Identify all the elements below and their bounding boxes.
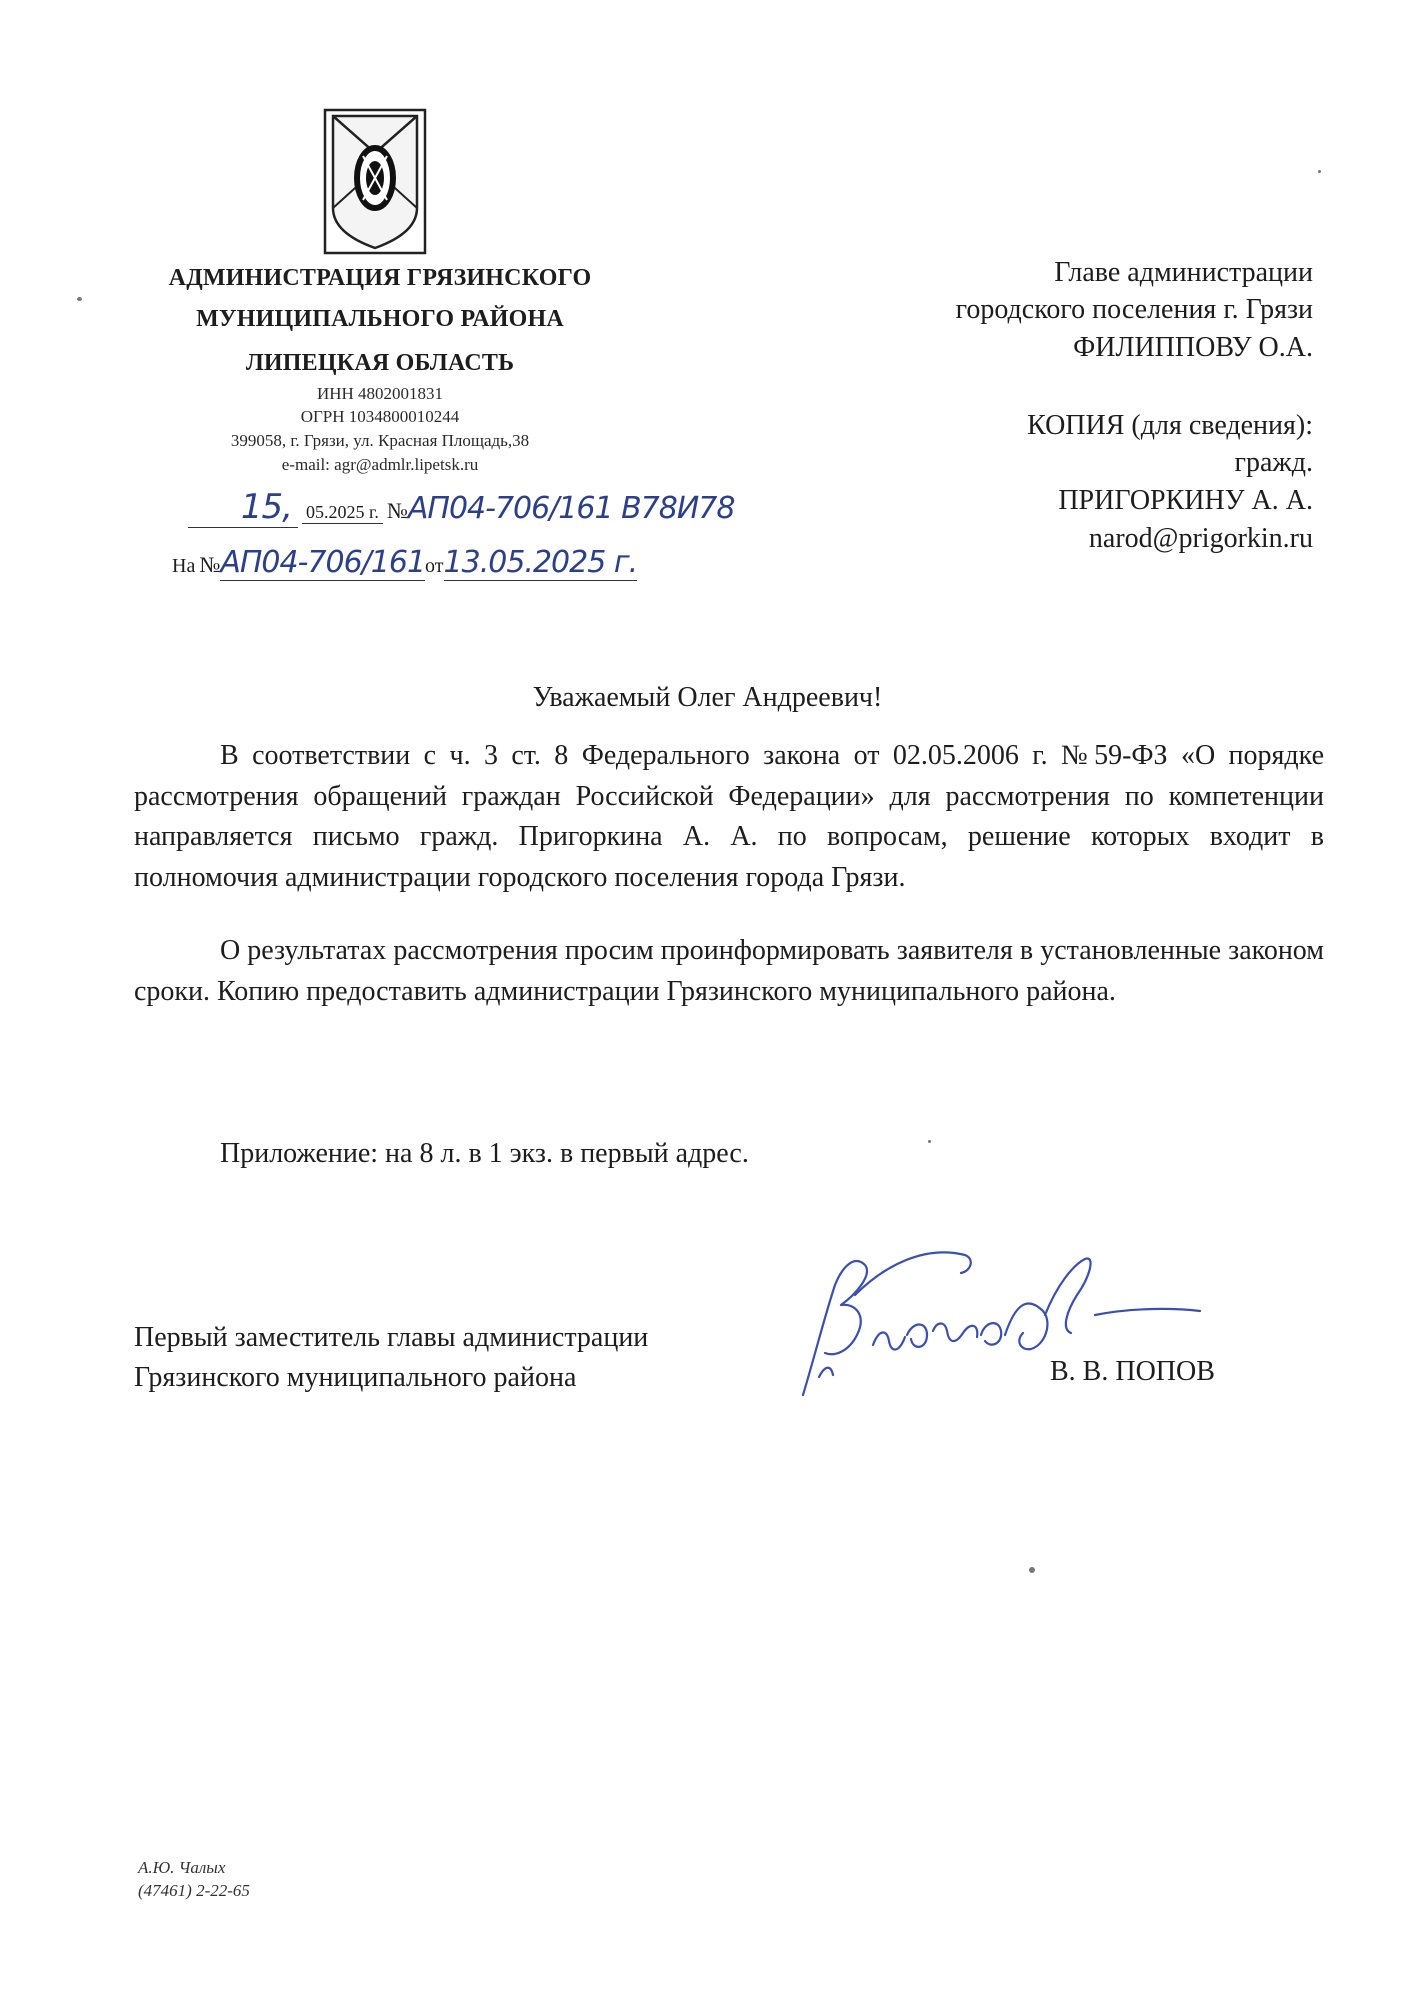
addressee-name: ФИЛИППОВУ О.А. — [1073, 332, 1313, 363]
org-name-line2: МУНИЦИПАЛЬНОГО РАЙОНА — [196, 306, 564, 332]
scan-speck — [928, 1140, 931, 1143]
copy-label: КОПИЯ (для сведения): — [1027, 410, 1313, 441]
executor-phone: (47461) 2-22-65 — [138, 1881, 250, 1900]
reply-number-handwritten: АП04-706/161 — [220, 545, 426, 580]
reg-day-handwritten: 15, — [240, 487, 292, 527]
body-paragraph-2: О результатах рассмотрения просим проинформировать заявителя в установленные законом сроки. Копию предоставить администрации Грязинского муниципального района. — [134, 935, 1324, 1007]
org-inn: ИНН 4802001831 — [316, 384, 444, 403]
signatory-name: В. В. ПОПОВ — [1050, 1356, 1215, 1387]
body-paragraph-1: В соответствии с ч. 3 ст. 8 Федерального закона от 02.05.2006 г. №59-ФЗ «О порядке рассмотрения обращений граждан Российской Федерации» для рассмотрения по компетенции направляется письмо гражд. Пригоркина А. А. по вопросам, решение которых входит в полномочия администрации городского поселения города Грязи. — [134, 740, 1324, 893]
org-email: e-mail: agr@admlr.lipetsk.ru — [281, 455, 479, 474]
scan-speck — [77, 297, 82, 301]
copy-recipient: ПРИГОРКИНУ А. А. — [1058, 485, 1313, 516]
salutation: Уважаемый Олег Андреевич! — [532, 682, 883, 713]
scan-speck — [1029, 1567, 1035, 1573]
addressee-line2: городского поселения г. Грязи — [955, 294, 1313, 325]
copy-email: narod@prigorkin.ru — [1088, 523, 1313, 554]
coat-of-arms-emblem — [323, 108, 427, 255]
reg-month-year: 05.2025 г. — [302, 502, 383, 524]
reply-reference — [172, 545, 692, 581]
reg-number-sign: № — [386, 498, 408, 523]
org-address: 399058, г. Грязи, ул. Красная Площадь,38 — [230, 431, 530, 450]
reply-date-handwritten: 13.05.2025 г. — [443, 545, 638, 580]
reply-from: от — [425, 555, 444, 577]
signatory-title-line2: Грязинского муниципального района — [134, 1362, 577, 1393]
reg-number-handwritten: АП04-706/161 В78И78 — [407, 491, 735, 526]
addressee-line1: Главе администрации — [1054, 257, 1313, 288]
org-region: ЛИПЕЦКАЯ ОБЛАСТЬ — [245, 350, 515, 376]
reply-number-sign: № — [199, 552, 221, 577]
attachment-note: Приложение: на 8 л. в 1 экз. в первый адрес. — [220, 1138, 749, 1169]
reply-prefix: На — [172, 555, 196, 577]
scan-speck — [1318, 170, 1321, 173]
copy-line1: гражд. — [1234, 447, 1313, 478]
signatory-title-line1: Первый заместитель главы администрации — [134, 1322, 649, 1353]
org-ogrn: ОГРН 1034800010244 — [300, 407, 460, 426]
executor-name: А.Ю. Чалых — [138, 1858, 226, 1877]
org-name-line1: АДМИНИСТРАЦИЯ ГРЯЗИНСКОГО — [168, 265, 592, 291]
